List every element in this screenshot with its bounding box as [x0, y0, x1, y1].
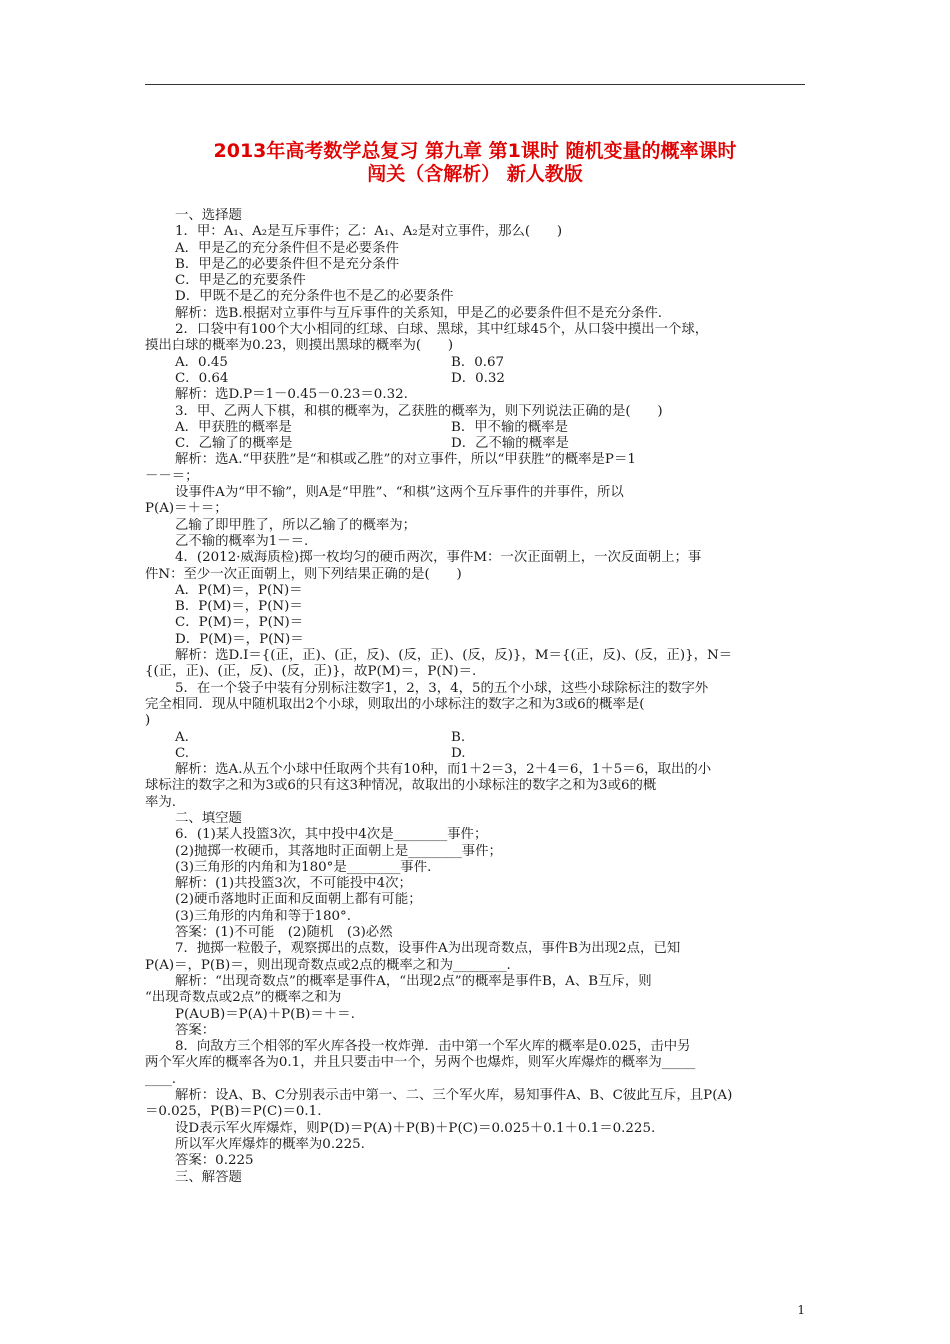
option-row: [145, 355, 807, 371]
text-line: 设事件A为“甲不输”，则A是“甲胜”、“和棋”这两个互斥事件的并事件，所以: [175, 485, 624, 501]
text-line: D．甲既不是乙的充分条件也不是乙的必要条件: [175, 289, 454, 305]
text-line: P(A)＝＋＝；: [145, 501, 228, 517]
text-line: 摸出白球的概率为0.23，则摸出黑球的概率为( ): [145, 338, 454, 354]
text-line: ____.: [145, 1071, 177, 1087]
text-line: 解析：选D.P＝1－0.45－0.23＝0.32.: [175, 387, 408, 403]
option-row: [145, 746, 807, 762]
text-line: C．P(M)＝，P(N)＝: [175, 615, 304, 631]
text-line: 乙输了即甲胜了，所以乙输了的概率为；: [175, 517, 417, 533]
text-line: “出现奇数点或2点”的概率之和为: [145, 990, 342, 1006]
text-line: 答案：(1)不可能 (2)随机 (3)必然: [175, 925, 393, 941]
text-line: －－＝；: [145, 468, 199, 484]
text-line: 件N：至少一次正面朝上，则下列结果正确的是( ): [145, 566, 462, 582]
text-line: (2)抛掷一枚硬币，其落地时正面朝上是________事件；: [175, 843, 502, 859]
text-line: B．甲是乙的必要条件但不是充分条件: [175, 256, 400, 272]
option-row: [145, 420, 807, 436]
text-line: 解析：选B.根据对立事件与互斥事件的关系知，甲是乙的必要条件但不是充分条件.: [175, 305, 663, 321]
option-left: A．甲获胜的概率是: [175, 419, 292, 435]
option-left: C.: [175, 745, 190, 761]
text-line: {(正，正)、(正，反)、(反，正)}，故P(M)＝，P(N)＝.: [145, 664, 477, 680]
option-right: B．甲不输的概率是: [451, 419, 568, 435]
text-line: 答案：: [175, 1022, 216, 1038]
title-line-2: 闯关（含解析） 新人教版: [367, 163, 583, 185]
text-line: (3)三角形的内角和为180°是________事件.: [175, 859, 432, 875]
text-line: 乙不输的概率为1－＝.: [175, 533, 309, 549]
document-title: [145, 140, 805, 186]
text-line: 3．甲、乙两人下棋，和棋的概率为，乙获胜的概率为，则下列说法正确的是( ): [175, 403, 663, 419]
text-line: 球标注的数字之和为3或6的只有这3种情况，故取出的小球标注的数字之和为3或6的概: [145, 778, 657, 794]
text-line: 二、填空题: [175, 810, 242, 826]
text-line: 率为.: [145, 794, 177, 810]
text-line: D．P(M)＝，P(N)＝: [175, 631, 304, 647]
text-line: 解析：(1)共投篮3次，不可能投中4次；: [175, 876, 412, 892]
option-row: [145, 371, 807, 387]
text-line: 解析：“出现奇数点”的概率是事件A，“出现2点”的概率是事件B，A、B互斥，则: [175, 973, 652, 989]
document-body: [145, 208, 807, 1186]
option-row: [145, 436, 807, 452]
text-line: C．甲是乙的充要条件: [175, 273, 306, 289]
page-number: 1: [797, 1303, 805, 1317]
text-line: 2．口袋中有100个大小相同的红球、白球、黑球，其中红球45个，从口袋中摸出一个球，: [175, 322, 709, 338]
text-line: 4．(2012·威海质检)掷一枚均匀的硬币两次，事件M：一次正面朝上，一次反面朝上；事: [175, 550, 702, 566]
option-left: A.: [175, 729, 189, 745]
title-line-1: 2013年高考数学总复习 第九章 第1课时 随机变量的概率课时: [213, 140, 737, 162]
option-left: C．0.64: [175, 370, 229, 386]
header-rule: [145, 84, 805, 85]
text-line: 三、解答题: [175, 1169, 242, 1185]
text-line: 8．向敌方三个相邻的军火库各投一枚炸弹．击中第一个军火库的概率是0.025，击中另: [175, 1039, 691, 1055]
text-line: 解析：选A.从五个小球中任取两个共有10种，而1＋2＝3，2＋4＝6，1＋5＝6，取出的小: [175, 762, 712, 778]
text-line: ): [145, 713, 151, 729]
text-line: A．甲是乙的充分条件但不是必要条件: [175, 240, 399, 256]
text-line: P(A∪B)＝P(A)＋P(B)＝＋＝.: [175, 1006, 355, 1022]
option-right: B.: [451, 729, 466, 745]
text-line: 答案：0.225: [175, 1153, 254, 1169]
text-line: 1．甲：A₁、A₂是互斥事件；乙：A₁、A₂是对立事件，那么( ): [175, 224, 563, 240]
text-line: 解析：选A.“甲获胜”是“和棋或乙胜”的对立事件，所以“甲获胜”的概率是P＝1: [175, 452, 636, 468]
text-line: 解析：选D.I＝{(正，正)、(正，反)、(反，正)、(反，反)}，M＝{(正，反)、(反，正)}，N＝: [175, 648, 733, 664]
text-line: ＝0.025，P(B)＝P(C)＝0.1.: [145, 1104, 322, 1120]
option-right: B．0.67: [451, 354, 505, 370]
option-left: C．乙输了的概率是: [175, 436, 293, 452]
option-left: A．0.45: [175, 354, 228, 370]
option-row: [145, 730, 807, 746]
text-line: 7．抛掷一粒骰子，观察掷出的点数，设事件A为出现奇数点，事件B为出现2点，已知: [175, 941, 681, 957]
text-line: (2)硬币落地时正面和反面朝上都有可能；: [175, 892, 422, 908]
text-line: 5．在一个袋子中装有分别标注数字1，2，3，4，5的五个小球，这些小球除标注的数字外: [175, 680, 709, 696]
option-right: D．乙不输的概率是: [451, 436, 569, 452]
text-line: B．P(M)＝，P(N)＝: [175, 599, 303, 615]
text-line: 设D表示军火库爆炸，则P(D)＝P(A)＋P(B)＋P(C)＝0.025＋0.1＋0.1＝0.225.: [175, 1120, 656, 1136]
text-line: 解析：设A、B、C分别表示击中第一、二、三个军火库，易知事件A、B、C彼此互斥，且P(A): [175, 1088, 733, 1104]
text-line: 完全相同．现从中随机取出2个小球，则取出的小球标注的数字之和为3或6的概率是(: [145, 696, 645, 712]
text-line: 一、选择题: [175, 208, 242, 223]
text-line: 6．(1)某人投篮3次，其中投中4次是________事件；: [175, 827, 488, 843]
text-line: 两个军火库的概率各为0.1，并且只要击中一个，另两个也爆炸，则军火库爆炸的概率为_____: [145, 1055, 696, 1071]
option-right: D.: [451, 745, 466, 761]
text-line: 所以军火库爆炸的概率为0.225.: [175, 1136, 365, 1152]
text-line: P(A)＝，P(B)＝，则出现奇数点或2点的概率之和为________.: [145, 957, 511, 973]
text-line: (3)三角形的内角和等于180°.: [175, 908, 351, 924]
option-right: D．0.32: [451, 370, 505, 386]
text-line: A．P(M)＝，P(N)＝: [175, 582, 303, 598]
